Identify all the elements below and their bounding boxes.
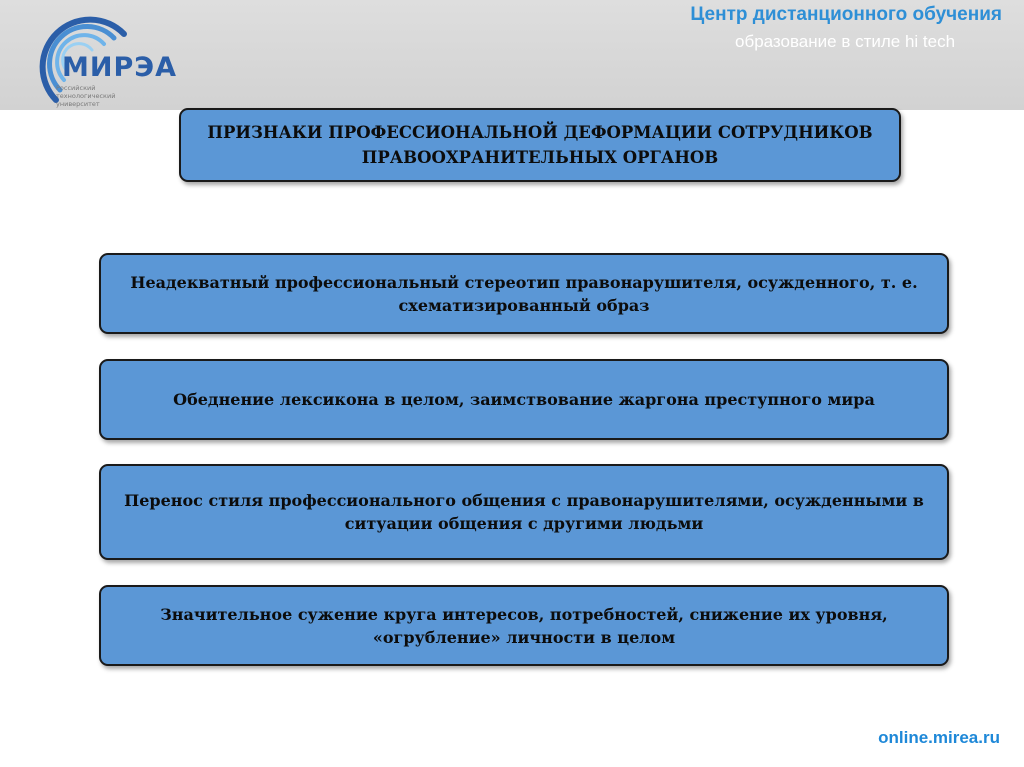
deformation-sign-box [99,464,949,560]
slide-title: ПРИЗНАКИ ПРОФЕССИОНАЛЬНОЙ ДЕФОРМАЦИИ СОТРУДНИКОВ ПРАВООХРАНИТЕЛЬНЫХ ОРГАНОВ [207,123,873,167]
deformation-sign-text: Обеднение лексикона в целом, заимствование жаргона преступного мира [173,390,875,409]
deformation-sign-text: Неадекватный профессиональный стереотип правонарушителя, осужденного, т. е. схематизированный образ [130,272,918,315]
mirea-logo [4,4,177,108]
deformation-sign-text: Значительное сужение круга интересов, потребностей, снижение их уровня, «огрубление» личности в целом [160,604,888,647]
footer-website-link[interactable]: online.mirea.ru [878,728,1000,747]
deformation-sign-text: Перенос стиля профессионального общения с правонарушителями, осужденными в ситуации общения с другими людьми [124,491,924,533]
logo-wordmark: МИРЭА [62,52,177,83]
deformation-sign-box [99,585,949,666]
deformation-sign-box [99,359,949,440]
deformation-sign-box [99,253,949,334]
center-title: Центр дистанционного обучения [690,4,1002,25]
logo-subtitle: Российский технологический университет [56,84,116,108]
center-subtitle: образование в стиле hi tech [735,32,956,51]
slide-title-box [179,108,901,182]
